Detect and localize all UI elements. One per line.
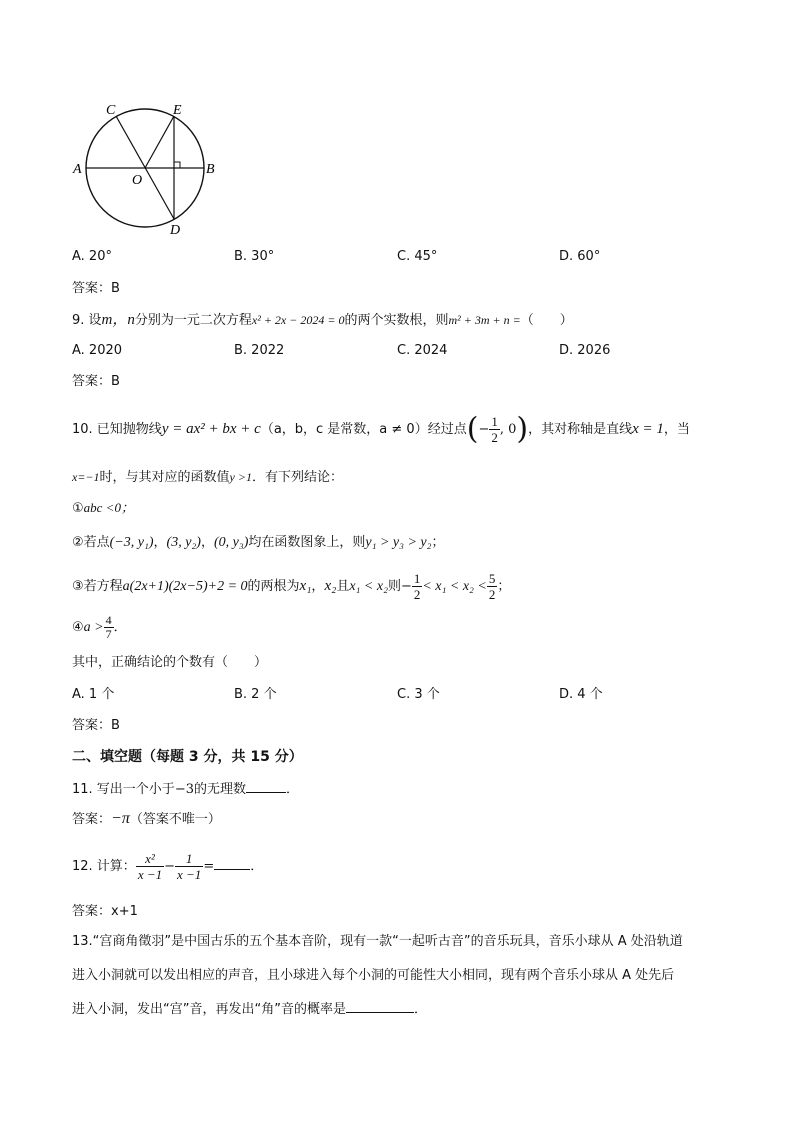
q10-c2-end: ； [431,535,445,550]
section-2-title: 二、填空题（每题 3 分，共 15 分） [72,749,303,765]
q8-answer: 答案：B [72,281,120,296]
q10-point-num: 1 [491,414,498,429]
q10-c2-sep-2: ， [200,535,214,550]
q11-answer [72,810,221,829]
q12-answer: 答案：x+1 [72,904,138,919]
q10-option-b: B. 2 个 [234,687,277,702]
label-b: B [206,162,215,177]
q10-c4-den: 7 [105,627,112,641]
q11-stem-number: −3 [174,782,194,797]
q10-c4-end: ． [113,620,127,635]
q9-answer: 答案：B [72,374,120,389]
q13-line-3 [72,1000,427,1019]
q13-line-1: 13.“宫商角徵羽”是中国古乐的五个基本音阶，现有一款“一起听古音”的音乐玩具，音乐小球从 A 处沿轨道 [72,934,683,949]
q10-c3-minus: − [400,579,412,594]
q11-answer-blank [246,780,286,793]
q10-c3-x2: x₂ [324,578,337,594]
q9-option-d: D. 2026 [559,343,611,358]
q10-c2-relation: y₁ > y₃ > y₂ [365,535,432,550]
q10-c1-text: abc <0； [83,500,134,515]
q10-c3-den-1: 2 [413,587,421,602]
q10-c1-label: ① [72,501,84,516]
q11-stem-end: ． [286,782,300,797]
q12-f1-den: x −1 [137,867,163,882]
q8-option-a: A. 20° [72,249,112,264]
q13-answer-blank [346,1000,414,1013]
q10-c3-equation: a(2x+1)(2x−5)+2 = 0 [122,579,248,594]
q10-c3-den-2: 2 [488,587,496,602]
q13-line-2: 进入小洞就可以发出相应的声音，且小球进入每个小洞的可能性大小相同，现有两个音乐小球从 A 处先后 [72,968,675,983]
q11-answer-note: （答案不唯一） [129,812,221,827]
label-o: O [132,173,143,188]
q10-conclusion-1 [72,499,134,518]
q8-option-c: C. 45° [397,249,438,264]
q10-stem-mid: （a，b，c 是常数，a ≠ 0）经过点 [260,422,467,437]
q10-c3-num-2: 5 [488,571,496,586]
q12-minus: − [164,859,176,874]
label-d: D [170,223,181,238]
q12-equals: = [203,859,215,874]
q11-answer-value: −π [111,810,130,827]
q10-c3-x1: x₁ [299,578,312,594]
q10-stem-line2-d: ．有下列结论： [251,470,343,485]
q12-fraction-1 [136,851,164,882]
q8-option-d: D. 60° [559,249,601,264]
q10-c2-point-2: (3, y₂) [166,535,201,550]
q9-stem-mid2: 的两个实数根，则 [344,313,449,328]
q10-c4-num: 4 [105,613,112,627]
q10-c3-mid: 的两根为 [247,579,300,594]
q11-answer-label: 答案： [72,812,112,827]
q10-c3-mid2: 且 [336,579,350,594]
q12-stem-pre: 12. 计算： [72,859,136,874]
q10-c2-label: ②若点 [72,535,110,550]
q12-answer-blank [214,857,250,870]
q10-stem-pre: 10. 已知抛物线 [72,422,162,437]
q10-c4-fraction [104,614,114,641]
q11-stem-post: 的无理数 [193,782,246,797]
q10-c4-label: ④ [72,620,84,635]
q12-stem [72,843,263,891]
label-e: E [173,103,182,118]
q10-point-tail: , 0 [499,422,517,437]
q9-stem [72,311,573,330]
circle-figure [60,96,230,246]
segment-oe [145,116,174,168]
q10-c3-then: 则 [387,579,401,594]
q10-paren-right: ) [516,411,529,447]
q10-c2-mid: 均在函数图象上，则 [248,535,366,550]
q10-c2-point-3: (0, y₃) [213,535,249,550]
q10-point-minus: − [478,422,490,437]
q10-paren-left: ( [466,411,479,447]
q10-answer: 答案：B [72,718,120,733]
q10-x-eq: x=−1 [72,470,100,484]
q12-end: ． [250,859,264,874]
q10-question: 其中，正确结论的个数有（ ） [72,655,268,670]
q12-fraction-2 [175,851,203,882]
q13-line-3-text: 进入小洞，发出“宫”音，再发出“角”音的概率是 [72,1002,346,1017]
q10-stem-post: ，其对称轴是直线 [528,422,633,437]
q9-option-a: A. 2020 [72,343,123,358]
q10-parabola-eq: y = ax² + bx + c [161,421,261,437]
q9-expression: m² + 3m + n = [448,313,521,327]
label-a: A [73,162,82,177]
q10-conclusion-4 [72,609,127,647]
q10-c4-pre: a > [83,620,104,635]
q11-stem [72,780,299,799]
q9-equation: x² + 2x − 2024 = 0 [251,313,345,327]
q10-c2-point-1: (−3, y₁) [109,535,154,550]
q10-stem-line2-b: 时，与其对应的函数值 [99,470,230,485]
q10-option-d: D. 4 个 [559,687,603,702]
q9-option-b: B. 2022 [234,343,285,358]
q10-c3-label: ③若方程 [72,579,123,594]
q10-c3-fraction-2 [487,571,498,602]
q10-c3-inequality: < x₁ < x₂ < [422,579,487,594]
q10-conclusion-2 [72,534,445,552]
q10-stem-line2 [72,468,343,487]
right-angle-mark [174,162,180,168]
q9-option-c: C. 2024 [397,343,448,358]
q12-f2-num: 1 [175,851,203,867]
q13-line-3-end: ． [413,1002,427,1017]
q10-stem-end: ，当 [663,422,690,437]
q10-c3-sep: ， [311,579,325,594]
q10-y-gt: y >1 [229,470,252,484]
q8-option-b: B. 30° [234,249,275,264]
q12-f2-den: x −1 [177,867,202,882]
q10-c3-fraction-1 [412,571,423,602]
q10-c3-num-1: 1 [413,571,421,586]
q12-f1-num: x² [136,851,164,867]
q9-stem-mid: 分别为一元二次方程 [134,313,252,328]
q10-c3-relation: x₁ < x₂ [349,579,388,594]
q10-option-a: A. 1 个 [72,687,115,702]
q10-point-den: 2 [491,430,498,445]
q9-stem-pre: 9. 设 [72,313,102,328]
q10-stem-line1 [72,408,690,451]
q10-conclusion-3 [72,566,510,607]
q10-point-fraction [489,414,500,445]
q11-stem-pre: 11. 写出一个小于 [72,782,175,797]
q10-c3-end: ； [497,579,511,594]
q10-axis-eq: x = 1 [632,421,664,437]
q10-c2-sep-1: ， [153,535,167,550]
q9-stem-post: （ ） [520,313,573,328]
q9-stem-mn: m，n [101,312,135,328]
q10-option-c: C. 3 个 [397,687,440,702]
label-c: C [106,103,116,118]
